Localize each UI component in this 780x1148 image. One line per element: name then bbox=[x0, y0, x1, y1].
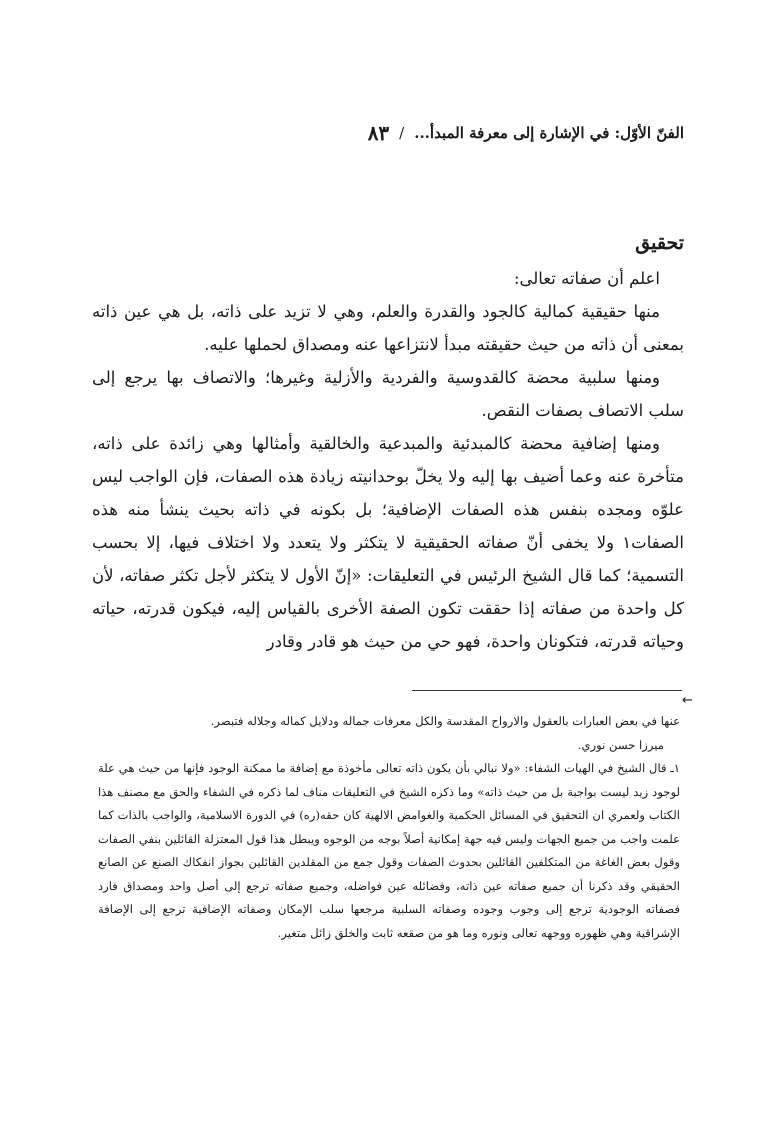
body-paragraph: ومنها سلبية محضة كالقدوسية والفردية والأزلية وغيرها؛ والاتصاف بها يرجع إلى سلب الاتصاف بصفات النقص. bbox=[92, 368, 684, 420]
running-header-separator: / bbox=[399, 124, 405, 142]
running-header-title: الفنّ الأوّل: في الإشارة إلى معرفة المبدأ... bbox=[414, 124, 684, 142]
footnotes bbox=[98, 710, 680, 945]
section-heading: تحقيق bbox=[635, 232, 684, 254]
body-paragraph: ومنها إضافية محضة كالمبدئية والمبدعية والخالقية وأمثالها وهي زائدة على ذاته، متأخرة عنه وعما أضيف بها إليه ولا يخلّ بوحدانيته زيادة هذه الصفات، فإن الواجب ليس علوّه ومجده بنفس هذه الصفات الإضافية؛ بل بكونه في ذاته بحيث ينشأ منه هذه الصفات١ ولا يخفى أنّ صفاته الحقيقية لا يتكثر ولا يتعدد ولا اختلاف فيها، إلا بحسب التسمية؛ كما قال الشيخ الرئيس في التعليقات: «إنّ الأول لا يتكثر لأجل تكثر صفاته، لأن كل واحدة من صفاته إذا حققت تكون الصفة الأخرى بالقياس إليه، فيكون قدرته، حياته وحياته قدرته، فتكونان واحدة، فهو حي من حيث هو قادر وقادر bbox=[92, 434, 684, 651]
running-header bbox=[120, 118, 684, 148]
page-number: ٨٣ bbox=[367, 121, 390, 145]
body-paragraph: منها حقيقية كمالية كالجود والقدرة والعلم، وهي لا تزيد على ذاته، بل هي عين ذاته بمعنى أن ذاته من حيث حقيقته مبدأ لانتزاعها عنه ومصداق لحملها عليه. bbox=[92, 302, 684, 354]
continuation-arrow-icon: ← bbox=[682, 693, 693, 708]
footnote-1: ١ـ قال الشيخ في الهيات الشفاء: «ولا نبالي بأن يكون ذاته تعالى مأخوذة مع إضافة ما ممكنة الوجود فإنها من حيث هي علة لوجود زيد ليست بواجبة بل من حيث ذاته» وما ذكره الشيخ في التعليقات مناف لما ذكره في الشفاء والحق مع مصنف هذا الكتاب ولعمري ان التحقيق في المسائل الحكمية والغوامض الالهية كان حقه(ره) في الدورة الاسلامية، والواجب بالذات كما علمت واجب من جميع الجهات وليس فيه جهة إمكانية أصلاً بوجه من الوجوه ويبطل هذا قول المعتزلة القائلين بنفي الصفات وقول بعض الغاغة من المتكلفين القائلين بحدوث الصفات وقول جمع من المقلدين القائلين بجواز انفكاك الصنع عن الصانع الحقيقي وقد ذكرنا أن جميع صفاته عين ذاته، وفضائله عين فواضله، وجميع صفاته ترجع إلى أصل واحد ومصداق فارد فصفاته الوجودية ترجع إلى وجوب وجوده وصفاته السلبية مرجعها سلب الإمكان وصفاته الإضافية ترجع إلى الإضافة الإشراقية وهي ظهوره ووجهه تعالى ونوره وما هو من صقعه ثابت والخلق زائل متغير. bbox=[98, 761, 680, 940]
body-text bbox=[92, 262, 684, 658]
body-paragraph: اعلم أن صفاته تعالى: bbox=[513, 269, 660, 288]
footnote-continued: عنها في بعض العبارات بالعقول والارواح المقدسة والكل معرفات جماله ودلايل كماله وجلاله فتبصر. bbox=[210, 714, 680, 728]
footnote-signature: ميرزا حسن نوري. bbox=[577, 737, 664, 752]
footnote-divider bbox=[412, 690, 682, 691]
